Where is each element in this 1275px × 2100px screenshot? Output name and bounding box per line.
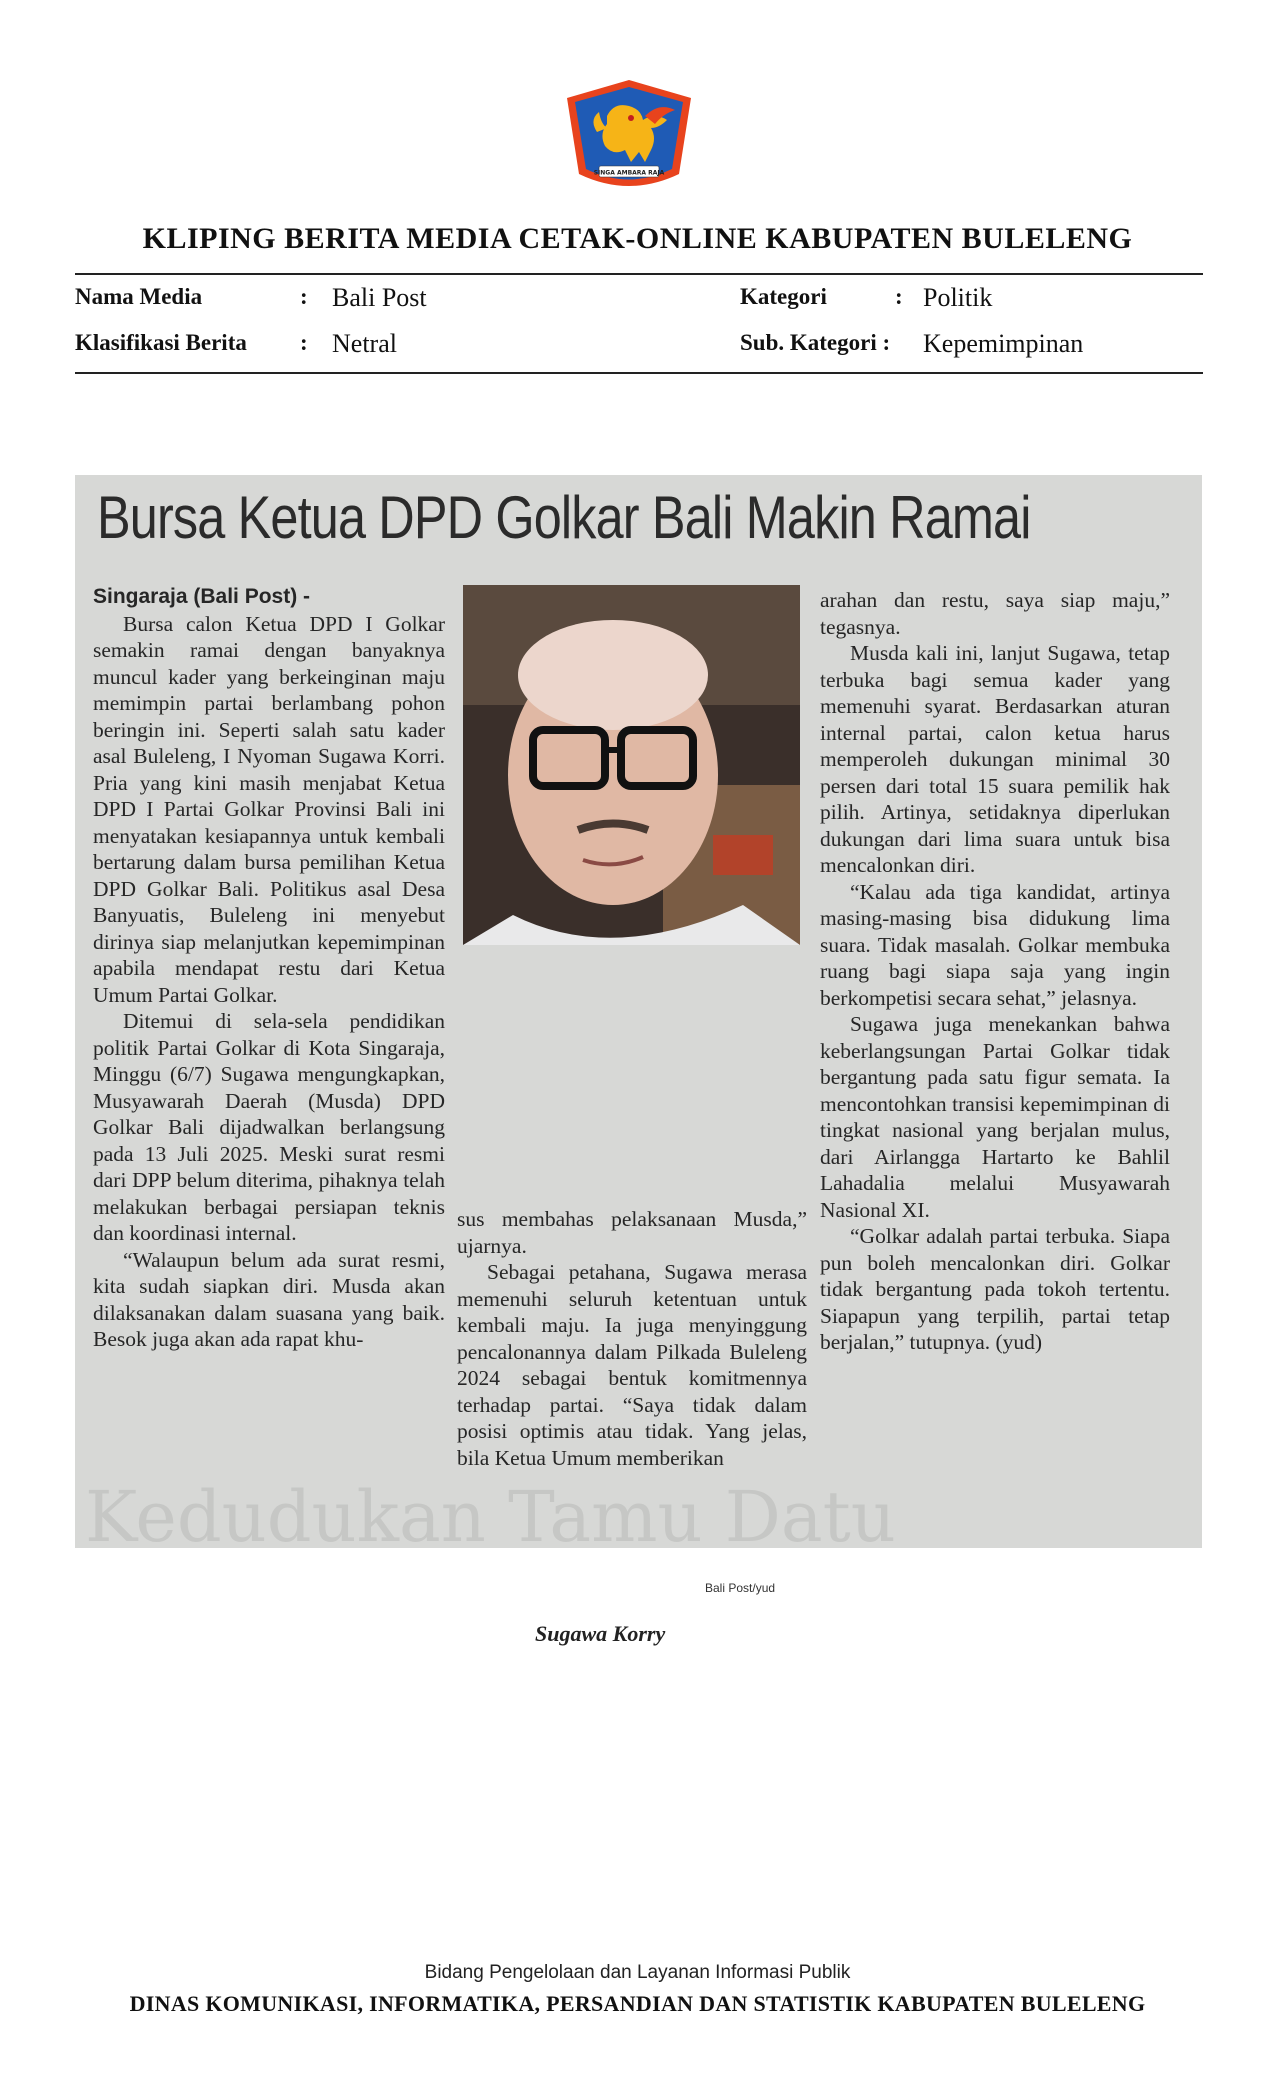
col1-paragraph: Ditemui di sela-sela pendidikan politik Partai Golkar di Kota Singaraja, Minggu (6/7) Sugawa mengungkapkan, Musyawarah Daerah (Musda) DPD Golkar Bali dijadwalkan berlangsung pada 13 Juli 2025. Meski surat resmi dari DPP belum diterima, pihaknya telah melakukan berbagai persiapan teknis dan koordinasi internal.	[93, 1009, 445, 1245]
article-photo	[463, 585, 800, 945]
klasifikasi-value: Netral	[332, 329, 397, 358]
photo-caption: Sugawa Korry	[535, 1621, 666, 1646]
photo-portrait	[463, 585, 800, 945]
media-value: Bali Post	[332, 283, 427, 312]
klasifikasi-label: Klasifikasi Berita	[75, 330, 247, 355]
svg-text:Kedudukan Tamu Datu: Kedudukan Tamu Datu	[85, 1476, 896, 1558]
kategori-value: Politik	[923, 283, 993, 312]
buleleng-regency-logo	[559, 76, 699, 201]
col3-paragraph: arahan dan restu, saya siap maju,” tegasnya.	[820, 588, 1170, 639]
article-dateline: Singaraja (Bali Post) -	[93, 585, 311, 608]
subkategori-value: Kepemimpinan	[923, 329, 1084, 358]
footer-title: DINAS KOMUNIKASI, INFORMATIKA, PERSANDIAN DAN STATISTIK KABUPATEN BULELENG	[129, 1991, 1146, 2016]
article-column-1	[93, 583, 445, 1353]
footer-subtitle: Bidang Pengelolaan dan Layanan Informasi Publik	[424, 1962, 851, 1983]
col3-paragraph: Musda kali ini, lanjut Sugawa, tetap terbuka bagi semua kader yang memenuhi syarat. Berdasarkan aturan internal partai, calon ketua harus memperoleh dukungan minimal 30 persen dari total 15 suara pemilik hak pilih. Artinya, setidaknya diperlukan dukungan dari lima suara untuk bisa mencalonkan diri.	[820, 641, 1170, 877]
article-column-2	[457, 1206, 807, 1471]
kategori-label: Kategori	[740, 284, 827, 309]
col2-paragraph: Sebagai petahana, Sugawa merasa memenuhi seluruh ketentuan untuk kembali maju. Ia juga menyinggung pencalonannya dalam Pilkada Buleleng 2024 sebagai bentuk komitmennya terhadap partai. “Saya tidak dalam posisi optimis atau tidak. Yang jelas, bila Ketua Umum memberikan	[457, 1260, 807, 1470]
newspaper-clipping	[75, 475, 1202, 1646]
col3-paragraph: Sugawa juga menekankan bahwa keberlangsungan Partai Golkar tidak bergantung pada satu figur semata. Ia mencontohkan transisi kepemimpinan di tingkat nasional yang berjalan mulus, dari Airlangga Hartarto ke Bahlil Lahadalia melalui Musyawarah Nasional XI.	[820, 1012, 1170, 1222]
document-title: KLIPING BERITA MEDIA CETAK-ONLINE KABUPATEN BULELENG	[142, 222, 1133, 255]
media-colon: :	[300, 284, 308, 309]
media-label: Nama Media	[75, 284, 203, 309]
header-bottom-rule	[75, 372, 1203, 374]
klasifikasi-colon: :	[300, 330, 308, 355]
col1-paragraph: Bursa calon Ketua DPD I Golkar semakin ramai dengan banyaknya muncul kader yang berkeinginan maju memimpin partai berlambang pohon beringin ini. Seperti salah satu kader asal Buleleng, I Nyoman Sugawa Korri. Pria yang kini masih menjabat Ketua DPD I Partai Golkar Provinsi Bali ini menyatakan kesiapannya untuk kembali bertarung dalam bursa pemilihan Ketua DPD Golkar Bali. Politikus asal Desa Banyuatis, Buleleng ini menyebut dirinya siap melanjutkan kepemimpinan apabila mendapat restu dari Ketua Umum Partai Golkar.	[93, 611, 445, 1007]
col2-paragraph: sus membahas pelaksanaan Musda,” ujarnya.	[457, 1207, 807, 1258]
col3-paragraph: “Kalau ada tiga kandidat, artinya masing-masing bisa didukung lima suara. Tidak masalah. Golkar membuka ruang bagi siapa saja yang ingin berkompetisi secara sehat,” jelasnya.	[820, 879, 1170, 1010]
article-headline: Bursa Ketua DPD Golkar Bali Makin Ramai	[97, 484, 1031, 551]
article-column-3	[820, 587, 1170, 1356]
photo-credit: Bali Post/yud	[705, 1581, 776, 1595]
header-top-rule	[75, 273, 1203, 275]
col3-paragraph: “Golkar adalah partai terbuka. Siapa pun boleh mencalonkan diri. Golkar tidak bergantung pada tokoh tertentu. Siapapun yang terpilih, partai tetap berjalan,” tutupnya. (yud)	[820, 1224, 1170, 1354]
subkategori-label: Sub. Kategori :	[740, 330, 891, 355]
kategori-colon: :	[895, 284, 903, 309]
col1-paragraph: “Walaupun belum ada surat resmi, kita sudah siapkan diri. Musda akan dilaksanakan dalam suasana yang baik. Besok juga akan ada rapat khu-	[93, 1247, 445, 1351]
logo-motto: SINGA AMBARA RAJA	[593, 169, 665, 177]
